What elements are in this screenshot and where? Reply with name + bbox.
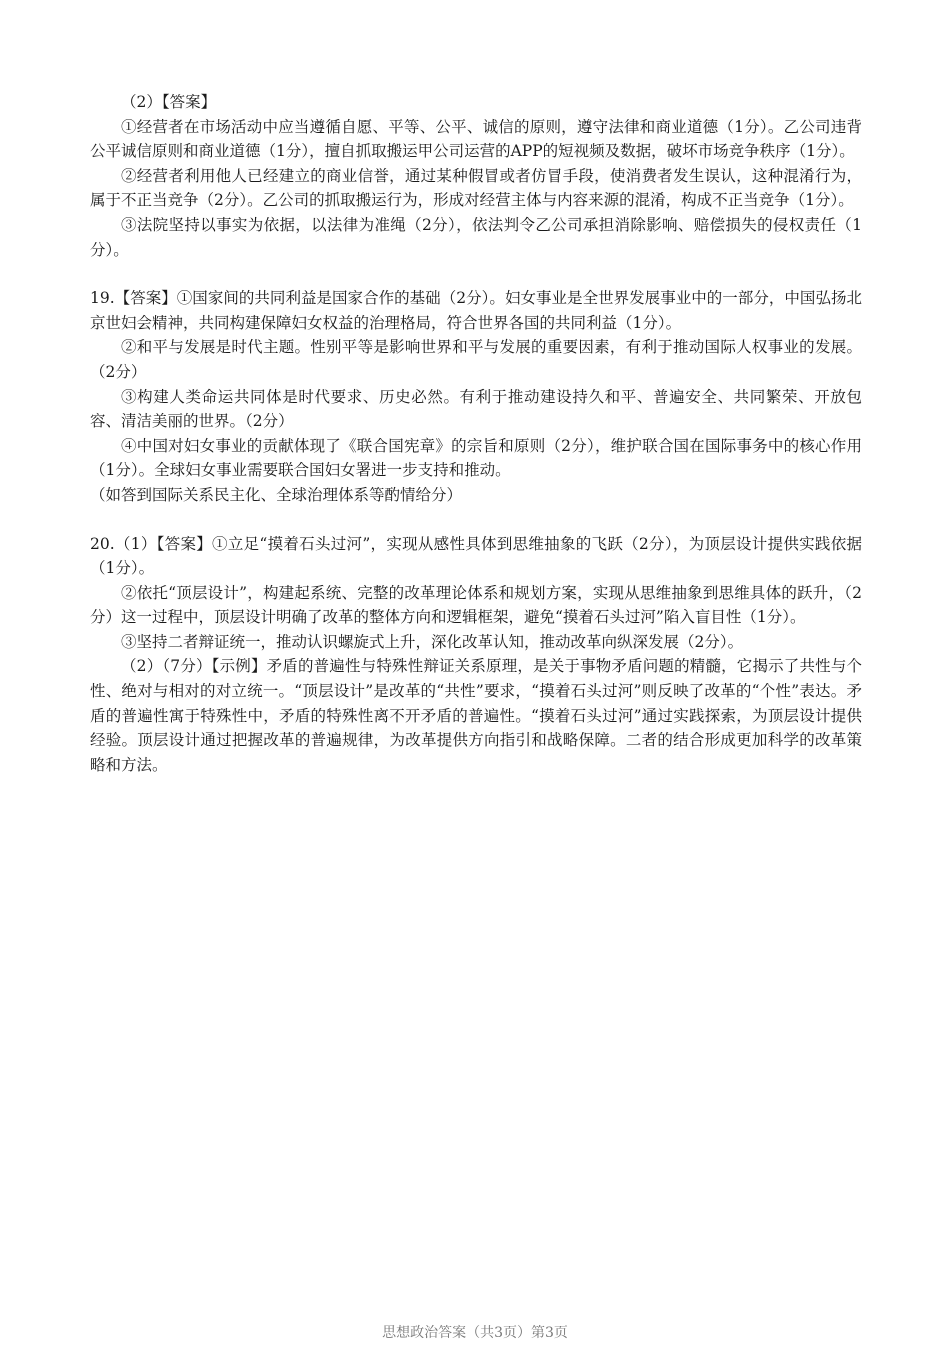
- q20-part-2-example: （2）（7分）【示例】矛盾的普遍性与特殊性辩证关系原理，是关于事物矛盾问题的精髓，它揭示了共性与个性、绝对与相对的对立统一。“顶层设计”是改革的“共性”要求，“摸着石头过河”则反映了改革的“个性”表达。矛盾的普遍性寓于特殊性中，矛盾的特殊性离不开矛盾的普遍性。“摸着石头过河”通过实践探索，为顶层设计提供经验。顶层设计通过把握改革的普遍规律，为改革提供方向指引和战略保障。二者的结合形成更加科学的改革策略和方法。: [90, 657, 862, 774]
- q20-point-3: ③坚持二者辩证统一，推动认识螺旋式上升，深化改革认知，推动改革向纵深发展（2分）。: [121, 632, 744, 651]
- q19-point-4: ④中国对妇女事业的贡献体现了《联合国宪章》的宗旨和原则（2分），维护联合国在国际事务中的核心作用（1分）。全球妇女事业需要联合国妇女署进一步支持和推动。: [90, 436, 862, 480]
- q18-2-point-1: ①经营者在市场活动中应当遵循自愿、平等、公平、诚信的原则，遵守法律和商业道德（1分）。乙公司违背公平诚信原则和商业道德（1分），擅自抓取搬运甲公司运营的APP的短视频及数据，破坏市场竞争秩序（1分）。: [90, 117, 862, 161]
- section-gap: [90, 262, 862, 286]
- q18-2-point-2: ②经营者利用他人已经建立的商业信誉，通过某种假冒或者仿冒手段，使消费者发生误认，这种混淆行为，属于不正当竞争（2分）。乙公司的抓取搬运行为，形成对经营主体与内容来源的混淆，构成不正当竞争（1分）。: [90, 166, 862, 210]
- q20-point-1: 20.（1）【答案】①立足“摸着石头过河”，实现从感性具体到思维抽象的飞跃（2分），为顶层设计提供实践依据（1分）。: [90, 534, 862, 578]
- q19-point-2: ②和平与发展是时代主题。性别平等是影响世界和平与发展的重要因素，有利于推动国际人权事业的发展。（2分）: [90, 338, 862, 381]
- page-footer: 思想政治答案（共3页）第3页: [382, 1325, 568, 1341]
- question-20: [90, 532, 862, 778]
- q19-point-3: ③构建人类命运共同体是时代要求、历史必然。有利于推动建设持久和平、普遍安全、共同繁荣、开放包容、清洁美丽的世界。（2分）: [90, 387, 862, 431]
- q19-scoring-note: （如答到国际关系民主化、全球治理体系等酌情给分）: [90, 485, 463, 504]
- q20-point-2: ②依托“顶层设计”，构建起系统、完整的改革理论体系和规划方案，实现从思维抽象到思维具体的跃升，（2分）这一过程中，顶层设计明确了改革的整体方向和逻辑框架，避免“摸着石头过河”陷入盲目性（1分）。: [90, 583, 862, 627]
- question-18-part-2: [90, 90, 862, 262]
- q19-point-1: 19.【答案】①国家间的共同利益是国家合作的基础（2分）。妇女事业是全世界发展事业中的一部分，中国弘扬北京世妇会精神，共同构建保障妇女权益的治理格局，符合世界各国的共同利益（1分）。: [90, 289, 862, 332]
- section-gap: [90, 508, 862, 532]
- q18-2-point-3: ③法院坚持以事实为依据，以法律为准绳（2分），依法判令乙公司承担消除影响、赔偿损失的侵权责任（1分）。: [90, 215, 862, 259]
- answer-content: [90, 90, 862, 777]
- question-19: [90, 286, 862, 507]
- q18-2-heading: （2）【答案】: [121, 93, 217, 111]
